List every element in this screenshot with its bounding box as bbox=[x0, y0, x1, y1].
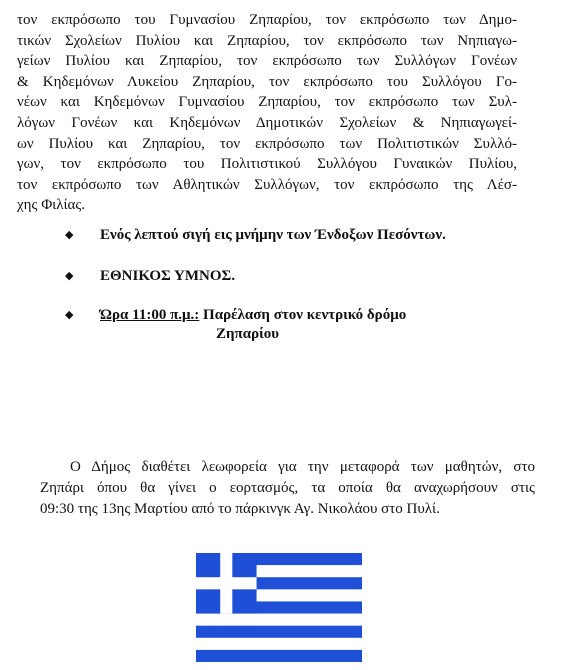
bullet-text: Ενός λεπτού σιγή εις μνήμην των Ένδοξων Πεσόντων. bbox=[100, 227, 446, 243]
flag-stripe bbox=[196, 614, 362, 626]
bullet-item-parade bbox=[60, 306, 570, 344]
paragraph-line: γων, τον εκπρόσωπο του Πολιτιστικού Συλλόγου Γυναικών Πυλίου, bbox=[17, 156, 517, 173]
greek-flag-icon bbox=[196, 553, 362, 662]
paragraph-line: χης Φιλίας. bbox=[17, 197, 86, 214]
flag-stripe bbox=[196, 650, 362, 662]
diamond-bullet-icon: ◆ bbox=[65, 270, 74, 282]
paragraph-line: γείων Πυλίου και Ζηπαρίου, τον εκπρόσωπο των Συλλόγων Γονέων bbox=[17, 53, 517, 70]
diamond-bullet-icon: ◆ bbox=[65, 229, 74, 241]
diamond-bullet-icon: ◆ bbox=[65, 309, 74, 321]
paragraph-line: νέων και Κηδεμόνων Γυμνασίου Ζηπαρίου, τον εκπρόσωπο των Συλ- bbox=[17, 94, 517, 111]
paragraph-representatives bbox=[17, 10, 517, 216]
paragraph-line: τικών Σχολείων Πυλίου και Ζηπαρίου, τον εκπρόσωπο των Νηπιαγω- bbox=[17, 32, 517, 49]
bullet-text: Παρέλαση στον κεντρικό δρόμο bbox=[199, 307, 407, 323]
bullet-text-continuation: Ζηπαρίου bbox=[216, 326, 280, 342]
paragraph-line: Ζηπάρι όπου θα γίνει ο εορτασμός, τα οποία θα αναχωρήσουν στις bbox=[40, 480, 535, 496]
paragraph-line: 09:30 της 13ης Μαρτίου από το πάρκινγκ Αγ. Νικολάου στο Πυλί. bbox=[40, 501, 440, 517]
paragraph-line: τον εκπρόσωπο των Αθλητικών Συλλόγων, τον εκπρόσωπο της Λέσ- bbox=[17, 176, 517, 193]
bullet-item-silence bbox=[60, 226, 570, 245]
flag-stripe bbox=[196, 626, 362, 638]
paragraph-bus-info bbox=[40, 457, 535, 520]
flag-stripe bbox=[196, 638, 362, 650]
parade-time: Ώρα 11:00 π.μ.: bbox=[100, 307, 200, 323]
paragraph-line: ων Πυλίου και Ζηπαρίου, τον εκπρόσωπο των Πολιτιστικών Συλλό- bbox=[17, 135, 517, 152]
bullet-text: ΕΘΝΙΚΟΣ ΥΜΝΟΣ. bbox=[100, 268, 236, 284]
paragraph-line: τον εκπρόσωπο του Γυμνασίου Ζηπαρίου, τον εκπρόσωπο των Δημο- bbox=[17, 12, 517, 28]
paragraph-line: Ο Δήμος διαθέτει λεωφορεία για την μεταφορά των μαθητών, στο bbox=[70, 459, 535, 475]
paragraph-line: & Κηδεμόνων Λυκείου Ζηπαρίου, τον εκπρόσωπο του Συλλόγου Γο- bbox=[17, 73, 517, 90]
bullet-item-anthem bbox=[60, 267, 570, 286]
paragraph-line: λόγων Γονέων και Κηδεμόνων Δημοτικών Σχολείων & Νηπιαγωγεί- bbox=[17, 114, 517, 131]
